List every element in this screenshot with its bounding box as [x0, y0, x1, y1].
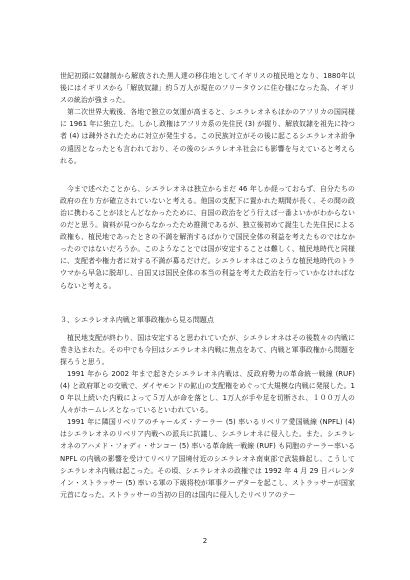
paragraph-civil-war-overview: 1991 年から 2002 年まで起きたシエラレオネ内戦は、反政府勢力の革命統一戦線 (RUF) (4) と政府軍との交戦で、ダイヤモンドの鉱山の支配権をめぐって大規模な内戦に発展した。10 年以上続いた内戦によって５万人が命を落とし、1万人が手や足を切断され、１００万人の人々がホームレスとなっているといわれている。 [60, 369, 355, 415]
page-number: 2 [202, 537, 208, 545]
section-gap [60, 292, 355, 314]
paragraph-civil-war-origins: 1991 年に隣国リベリアのチャールズ・テーラー (5) 率いるリベリア愛国戦線 (NPFL) (4) はシエラレオネのリベリア内戦への派兵に抗議し、シエラレオネに侵入した。また、シエラレオネのアハメド・フォディ・サンコー (5) 率いる革命統一戦線 (RUF) も同胞のテーラー率いる NPFL の内戦の影響を受けてリベリア国境付近のシエラレオネ南東部で武装蜂起し、こうしてシエラレオネ内戦は起こった。その頃、シエラレオネの政権では 1992 年 4 月 29 日バレンタイン・ストラッサー (5) 率いる軍の下級将校が軍事クーデターを起こし、ストラッサーが国家元首になった。ストラッサーの当初の目的は国内に侵入したリベリアのテー [60, 418, 355, 499]
paragraph-independence: 第二次世界大戦後、各地で独立の気運が高まると、シエラレオネもほかのアフリカの国同様に 1961 年に独立した。しかし政権はアフリカ系の先住民 (3) が握り、解放奴隷を祖先に持つ者 (4) は疎外されたために対立が発生する。この民族対立がその後に起こるシエラレオネ紛争の遠因となったとも言われており、その後のシエラレオネ社会にも影響を与えていると考えられる。 [60, 108, 355, 165]
paragraph-colonial-history: 世紀初頭に奴隷制から解放された黒人達の移住地としてイギリスの植民地となり、1880年以後にはイギリスから「解放奴隷」約５万人が現在のフリータウンに住む様になった為、イギリスの統治が強まった。 [60, 72, 355, 105]
section-heading: ３、シエラレオネ内戦と軍事政権から見る問題点 [60, 315, 214, 324]
paragraph-civil-war-intro: 植民地支配が終わり、国は安定すると思われていたが、シエラレオネはその後数々の内戦に巻き込まれた。その中でも今回はシエラレオネ内戦に焦点をあて、内戦と軍事政権から問題を探ろうと思う。 [60, 333, 355, 366]
paragraph-political-analysis: 今まで述べたことから、シエラレオネは独立からまだ 46 年しか経っておらず、自分たちの政府の在り方が確立されていないと考える。他国の支配下に置かれた期間が長く、その間の政治に携わることがほとんどなかったために、自国の政治をどう行えば一番よいかがわからないのだと思う。資料が見つからなかったため推測であるが、独立後初めて誕生した先住民による政権も、植民地であったときの不満を解消するばかりで国民全体の利益を考えたものではなかったのではないだろうか。このようなことでは国が安定することは難しく、植民地時代と同様に、支配者や権力者に対する不満が募るだけだ。シエラレオネはこのような植民地時代のトラウマから早急に脱却し、自国又は国民全体の本当の利益を考えた政治を行っていかなければならないと考える。 [60, 184, 355, 290]
paragraph-gap [60, 167, 355, 183]
document-body [60, 70, 355, 501]
